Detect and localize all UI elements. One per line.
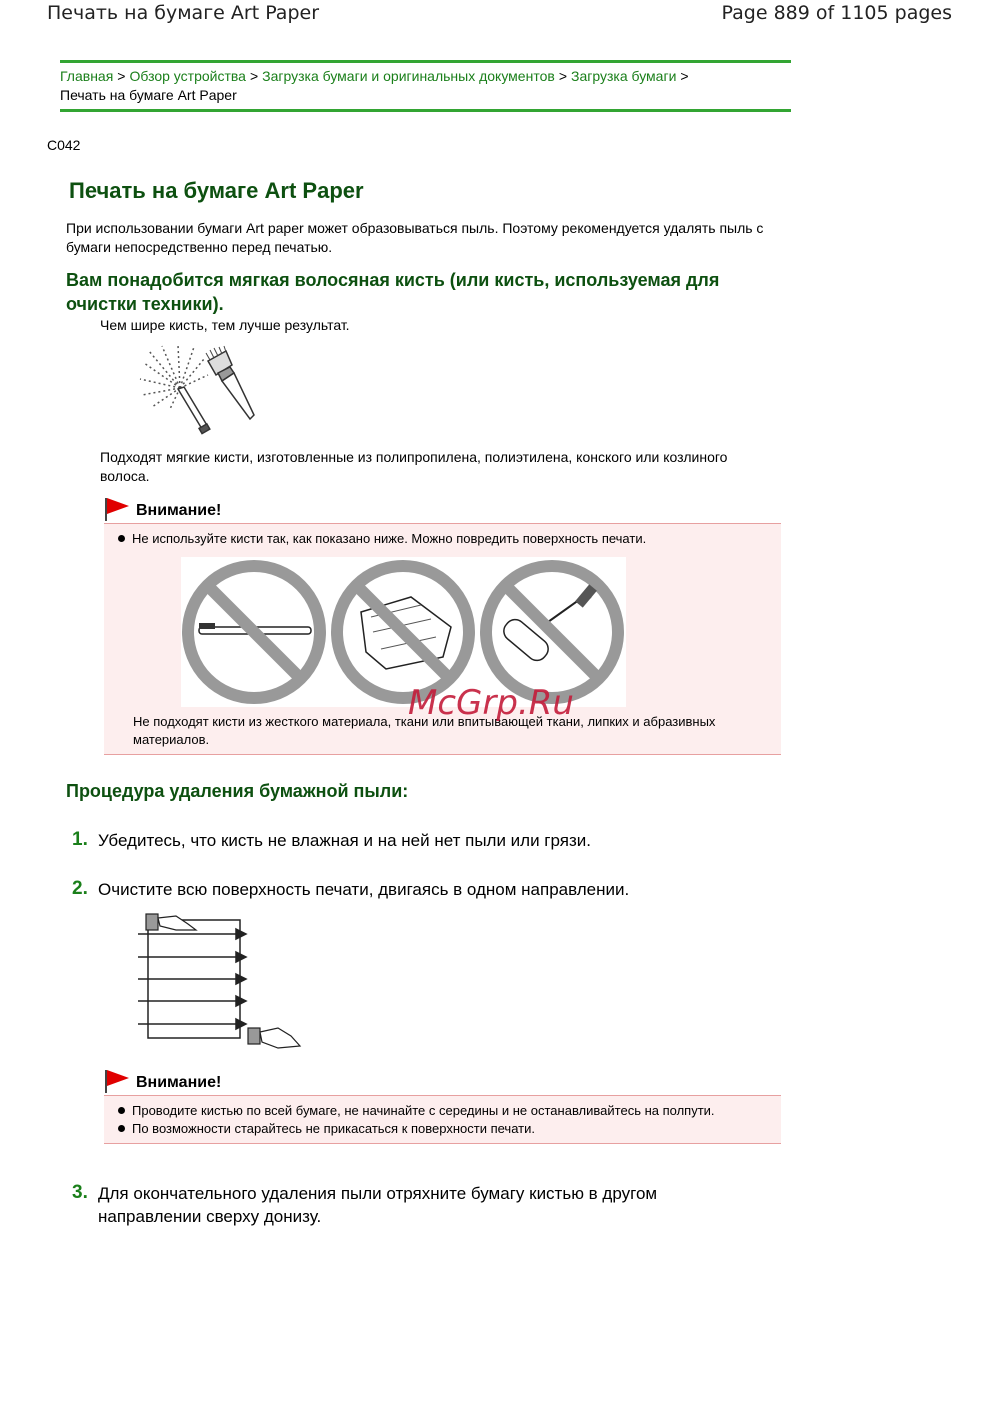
page-code: C042 bbox=[47, 137, 81, 153]
bullet-dot bbox=[118, 535, 125, 542]
warning-bullet bbox=[118, 1120, 768, 1138]
warning-bullet-text: По возможности старайтесь не прикасаться к поверхности печати. bbox=[132, 1121, 535, 1136]
breadcrumb-current: Печать на бумаге Art Paper bbox=[60, 87, 237, 103]
warning-caption: Не подходят кисти из жесткого материала, ткани или впитывающей ткани, липких и абразивных материалов. bbox=[133, 714, 716, 747]
round-brush-icon bbox=[140, 345, 210, 434]
brush-materials: Подходят мягкие кисти, изготовленные из полипропилена, полиэтилена, конского или козлиного волоса. bbox=[100, 449, 728, 484]
warning-title: Внимание! bbox=[136, 502, 222, 519]
bullet-dot bbox=[118, 1107, 125, 1114]
warning-bullet bbox=[118, 1102, 768, 1120]
document-title: Печать на бумаге Art Paper bbox=[47, 2, 320, 24]
brush-heading: Вам понадобится мягкая волосяная кисть (или кисть, используемая для очистки техники). bbox=[66, 270, 720, 314]
top-rule bbox=[60, 60, 791, 63]
watermark: McGrp.Ru bbox=[408, 683, 574, 723]
breadcrumb-loading-paper[interactable]: Загрузка бумаги bbox=[571, 68, 677, 84]
warning-title: Внимание! bbox=[136, 1074, 222, 1091]
brush-note: Чем шире кисть, тем лучше результат. bbox=[100, 317, 350, 333]
flat-brush-icon bbox=[206, 346, 254, 419]
step-number: 3. bbox=[72, 1182, 88, 1203]
warning-flag-icon bbox=[103, 496, 131, 522]
page-title: Печать на бумаге Art Paper bbox=[69, 178, 364, 203]
warning-bullet-text: Не используйте кисти так, как показано ниже. Можно повредить поверхность печати. bbox=[132, 531, 647, 546]
brushes-illustration bbox=[134, 343, 264, 439]
step-number: 1. bbox=[72, 829, 88, 850]
breadcrumb-home[interactable]: Главная bbox=[60, 68, 114, 84]
page-counter: Page 889 of 1105 pages bbox=[721, 2, 952, 24]
breadcrumb-loading-paper-docs[interactable]: Загрузка бумаги и оригинальных документов bbox=[262, 68, 555, 84]
intro-text: При использовании бумаги Art paper может образовываться пыль. Поэтому рекомендуется удалять пыль с бумаги непосредственно перед печатью. bbox=[66, 220, 764, 255]
step-text: Очистите всю поверхность печати, двигаясь в одном направлении. bbox=[98, 880, 630, 899]
warning-bullet bbox=[118, 530, 768, 548]
breadcrumb: Главная > Обзор устройства > Загрузка бумаги и оригинальных документов > Загрузка бумаги > Печать на бумаге Art Paper bbox=[60, 68, 689, 103]
step-text: Убедитесь, что кисть не влажная и на ней нет пыли или грязи. bbox=[98, 831, 591, 850]
step-number: 2. bbox=[72, 878, 88, 899]
warning-flag-icon bbox=[103, 1068, 131, 1094]
step-text: Для окончательного удаления пыли отряхните бумагу кистью в другом направлении сверху донизу. bbox=[98, 1184, 658, 1226]
bottom-rule bbox=[60, 109, 791, 112]
cleaning-direction-diagram bbox=[136, 910, 306, 1056]
procedure-heading: Процедура удаления бумажной пыли: bbox=[66, 781, 409, 801]
warning-bullet-text: Проводите кистью по всей бумаге, не начинайте с середины и не останавливайтесь на полпути. bbox=[132, 1103, 715, 1118]
bullet-dot bbox=[118, 1125, 125, 1132]
breadcrumb-device-overview[interactable]: Обзор устройства bbox=[129, 68, 246, 84]
